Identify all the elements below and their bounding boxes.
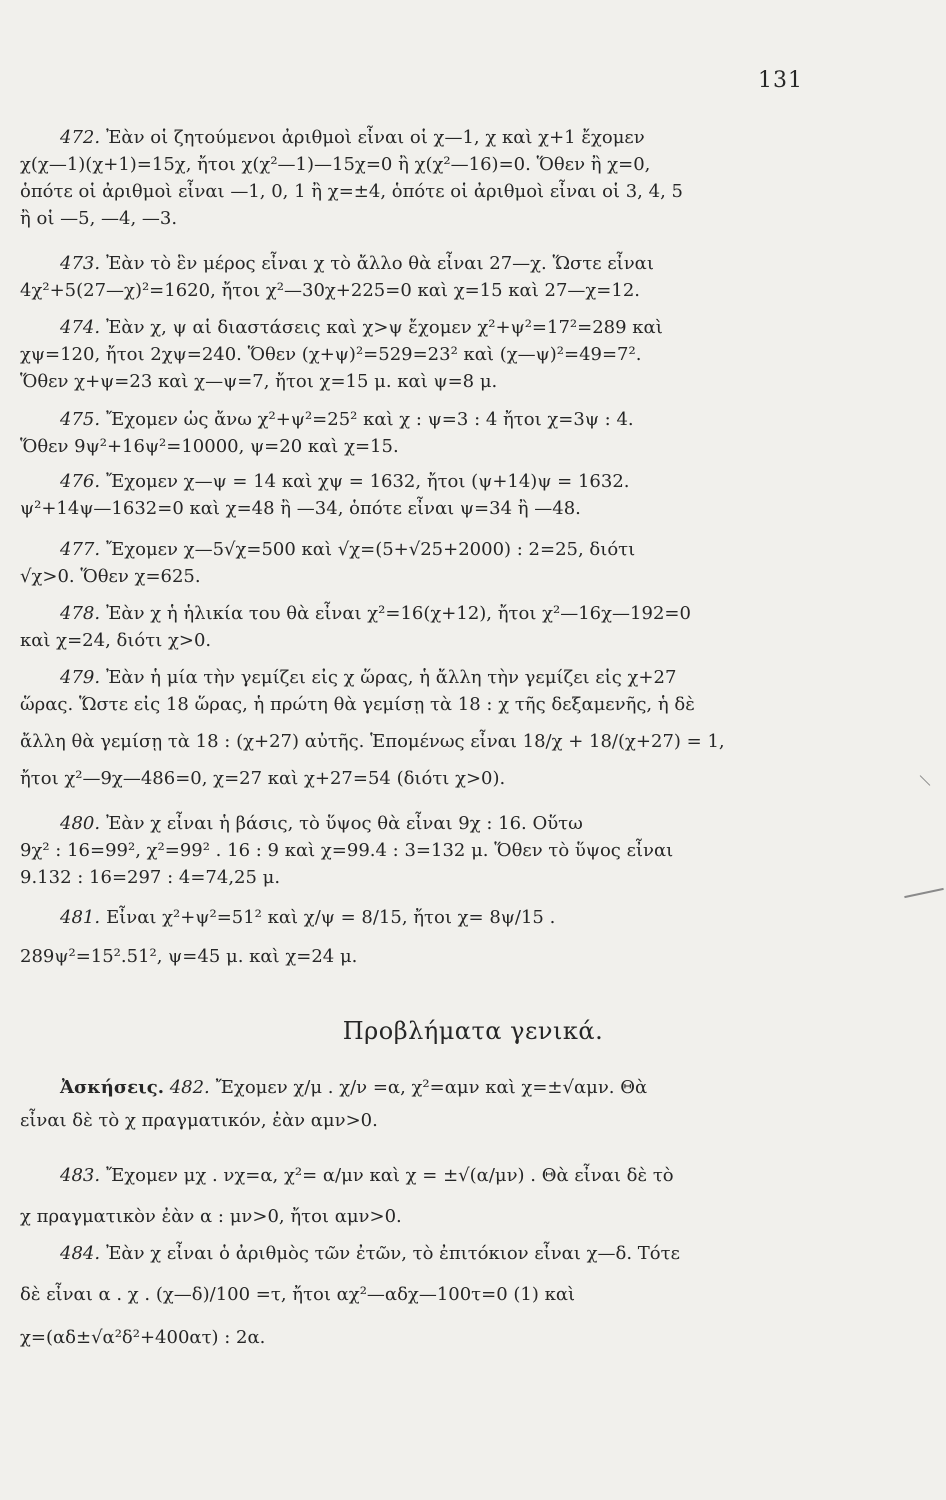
problem-text-line: 289ψ²=15².51², ψ=45 μ. καὶ χ=24 μ. xyxy=(20,946,358,967)
problem-text-line: Ἔχομεν χ/μ . χ/ν =α, χ²=αμν καὶ χ=±√αμν. Θὰ xyxy=(215,1077,648,1098)
exercises-label: Ἀσκήσεις. xyxy=(60,1077,164,1098)
problem-text-line: Ἐὰν χ εἶναι ἡ βάσις, τὸ ὕψος θὰ εἶναι 9χ : 16. Οὕτω xyxy=(106,813,583,834)
problem-text-line: 9χ² : 16=99², χ²=99² . 16 : 9 καὶ χ=99.4 : 3=132 μ. Ὅθεν τὸ ὕψος εἶναι xyxy=(20,840,674,861)
problem-text-line: ἢ οἱ —5, —4, —3. xyxy=(20,208,178,229)
problem-text-line: Ὅθεν 9ψ²+16ψ²=10000, ψ=20 καὶ χ=15. xyxy=(20,436,399,457)
problem-text-line: χ=(αδ±√α²δ²+400ατ) : 2α. xyxy=(20,1327,266,1348)
problem-475 xyxy=(20,406,810,460)
problem-text-line: Ἐὰν χ εἶναι ὁ ἀριθμὸς τῶν ἐτῶν, τὸ ἐπιτόκιον εἶναι χ—δ. Τότε xyxy=(106,1243,680,1264)
problem-text-line: δὲ εἶναι α . χ . (χ—δ)/100 =τ, ἤτοι αχ²—αδχ—100τ=0 (1) καὶ xyxy=(20,1284,576,1305)
problem-text-line: ἄλλη θὰ γεμίσῃ τὰ 18 : (χ+27) αὐτῆς. Ἑπομένως εἶναι 18/χ + 18/(χ+27) = 1, xyxy=(20,731,725,752)
problem-text-line: ὁπότε οἱ ἀριθμοὶ εἶναι —1, 0, 1 ἢ χ=±4, ὁπότε οἱ ἀριθμοὶ εἶναι οἱ 3, 4, 5 xyxy=(20,181,683,202)
problem-text-line: Ἔχομεν μχ . νχ=α, χ²= α/μν καὶ χ = ±√(α/μν) . Θὰ εἶναι δὲ τὸ xyxy=(106,1165,674,1186)
problem-477 xyxy=(20,536,810,590)
problem-text-line: χψ=120, ἤτοι 2χψ=240. Ὅθεν (χ+ψ)²=529=23² καὶ (χ—ψ)²=49=7². xyxy=(20,344,642,365)
problem-text-line: ἤτοι χ²—9χ—486=0, χ=27 καὶ χ+27=54 (διότι χ>0). xyxy=(20,768,506,789)
problem-text-line: 4χ²+5(27—χ)²=1620, ἤτοι χ²—30χ+225=0 καὶ χ=15 καὶ 27—χ=12. xyxy=(20,280,641,301)
problem-text-line: Ἐὰν χ ἡ ἡλικία του θὰ εἶναι χ²=16(χ+12), ἤτοι χ²—16χ—192=0 xyxy=(106,603,691,624)
problem-text-line: Ἔχομεν ὡς ἄνω χ²+ψ²=25² καὶ χ : ψ=3 : 4 ἤτοι χ=3ψ : 4. xyxy=(106,409,634,430)
section-heading: Προβλήματα γενικά. xyxy=(342,1017,604,1045)
problem-number: 472. xyxy=(60,127,101,148)
problem-text-line: Ἐὰν τὸ ἓν μέρος εἶναι χ τὸ ἄλλο θὰ εἶναι 27—χ. Ὥστε εἶναι xyxy=(106,253,654,274)
problem-482 xyxy=(20,1074,810,1134)
problem-474 xyxy=(20,314,810,395)
problem-473 xyxy=(20,250,810,304)
problem-number: 479. xyxy=(60,667,101,688)
problem-472 xyxy=(20,124,810,232)
problem-text-line: ὥρας. Ὥστε εἰς 18 ὥρας, ἡ πρώτη θὰ γεμίσῃ τὰ 18 : χ τῆς δεξαμενῆς, ἡ δὲ xyxy=(20,694,695,715)
problem-text-line: καὶ χ=24, διότι χ>0. xyxy=(20,630,212,651)
problem-481 xyxy=(20,904,810,970)
problem-number: 484. xyxy=(60,1243,101,1264)
problem-text-line: χ πραγματικὸν ἐὰν α : μν>0, ἤτοι αμν>0. xyxy=(20,1206,402,1227)
problem-number: 480. xyxy=(60,813,101,834)
problem-text-line: χ(χ—1)(χ+1)=15χ, ἤτοι χ(χ²—1)—15χ=0 ἢ χ(χ²—16)=0. Ὅθεν ἢ χ=0, xyxy=(20,154,651,175)
problem-text-line: ψ²+14ψ—1632=0 καὶ χ=48 ἢ —34, ὁπότε εἶναι ψ=34 ἢ —48. xyxy=(20,498,581,519)
problem-number: 482. xyxy=(169,1077,210,1098)
problem-478 xyxy=(20,600,810,654)
problem-text-line: Ἐὰν ἡ μία τὴν γεμίζει εἰς χ ὥρας, ἡ ἄλλη τὴν γεμίζει εἰς χ+27 xyxy=(106,667,677,688)
problem-text-line: Ἔχομεν χ—ψ = 14 καὶ χψ = 1632, ἤτοι (ψ+14)ψ = 1632. xyxy=(106,471,630,492)
problem-text-line: Ὅθεν χ+ψ=23 καὶ χ—ψ=7, ἤτοι χ=15 μ. καὶ ψ=8 μ. xyxy=(20,371,498,392)
margin-scan-mark xyxy=(904,888,944,898)
problem-number: 473. xyxy=(60,253,101,274)
problem-number: 474. xyxy=(60,317,101,338)
problem-484 xyxy=(20,1240,810,1351)
problem-476 xyxy=(20,468,810,522)
problem-number: 477. xyxy=(60,539,101,560)
problem-483 xyxy=(20,1162,810,1230)
problem-text-line: Ἐὰν οἱ ζητούμενοι ἀριθμοὶ εἶναι οἱ χ—1, χ καὶ χ+1 ἔχομεν xyxy=(106,127,645,148)
problem-number: 478. xyxy=(60,603,101,624)
problem-text-line: √χ>0. Ὅθεν χ=625. xyxy=(20,566,201,587)
problem-number: 483. xyxy=(60,1165,101,1186)
margin-scan-mark xyxy=(920,775,931,786)
problem-number: 476. xyxy=(60,471,101,492)
problem-text-line: 9.132 : 16=297 : 4=74,25 μ. xyxy=(20,867,281,888)
problem-text-line: Ἔχομεν χ—5√χ=500 καὶ √χ=(5+√25+2000) : 2=25, διότι xyxy=(106,539,636,560)
problem-number: 481. xyxy=(60,907,101,928)
problem-480 xyxy=(20,810,810,891)
problem-text-line: Ἐὰν χ, ψ αἱ διαστάσεις καὶ χ>ψ ἔχομεν χ²+ψ²=17²=289 καὶ xyxy=(106,317,663,338)
problem-479 xyxy=(20,664,810,792)
problem-number: 475. xyxy=(60,409,101,430)
problem-text-line: εἶναι δὲ τὸ χ πραγματικόν, ἐὰν αμν>0. xyxy=(20,1110,378,1131)
problem-text-line: Εἶναι χ²+ψ²=51² καὶ χ/ψ = 8/15, ἤτοι χ= 8ψ/15 . xyxy=(106,907,556,928)
page-number: 131 xyxy=(758,68,803,93)
